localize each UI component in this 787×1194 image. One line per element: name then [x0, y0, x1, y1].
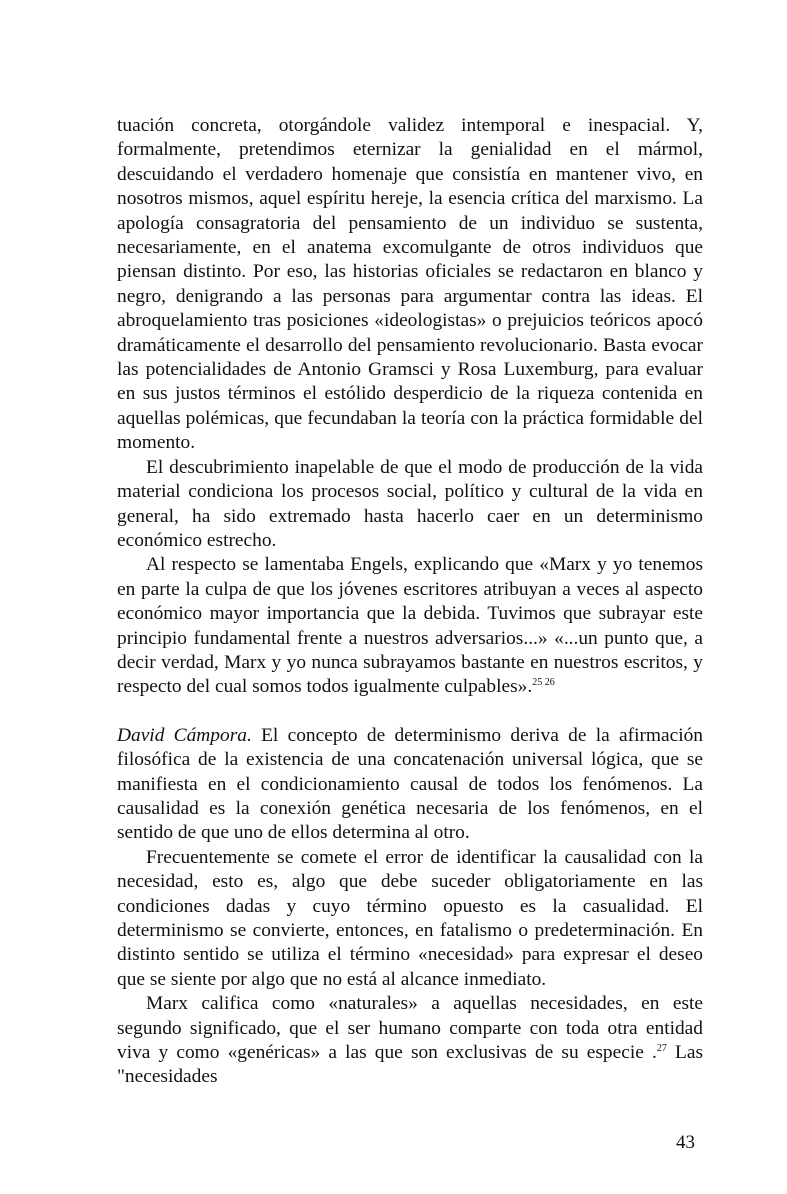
necesidades-text-tail: Las "necesidades — [117, 1042, 703, 1088]
paragraph-descubrimiento: El descubrimiento inapelable de que el modo de producción de la vida material condiciona los procesos social, político y cultural de la vida en general, ha sido extremado hasta hacerlo caer en un determinismo económico estrecho. — [117, 456, 703, 551]
author-name: David Cámpora. — [117, 724, 252, 746]
paragraph-campora — [117, 724, 703, 846]
paragraph-continuation: tuación concreta, otorgándole validez intemporal e inespacial. Y, formalmente, pretendimos eternizar la genialidad en el mármol, descuidando el verdadero homenaje que consistía en mantener vivo, en nosotros mismos, aquel espíritu hereje, la esencia crítica del marxismo. La apología consagratoria del pensamiento de un individuo se sustenta, necesariamente, en el anatema excomulgante de otros individuos que piensan distinto. Por eso, las historias oficiales se redactaron en blanco y negro, denigrando a las personas para argumentar contra las ideas. El abroquelamiento tras posiciones «ideologistas» o prejuicios teóricos apocó dramáticamente el desarrollo del pensamiento revolucionario. Basta evocar las potencialidades de Antonio Gramsci y Rosa Luxemburg, para evaluar en sus justos términos el estólido desperdicio de la riqueza contenida en aquellas polémicas, que fecundaban la teoría con la práctica formidable del momento. — [117, 115, 703, 454]
paragraph-causalidad: Frecuentemente se comete el error de identificar la causalidad con la necesidad, esto es, algo que debe suceder obligatoriamente en las condiciones dadas y cuyo término opuesto es la casualidad. El determinismo se convierte, entonces, en fatalismo o predeterminación. En distinto sentido se utiliza el término «necesidad» para expresar el deseo que se siente por algo que no está al alcance inmediato. — [117, 846, 703, 990]
page-number: 43 — [676, 1132, 695, 1153]
footnote-ref-25-26: 25 26 — [532, 677, 555, 689]
paragraph-engels — [117, 553, 703, 699]
necesidades-text: Marx califica como «naturales» a aquellas necesidades, en este segundo significado, que el ser humano comparte con toda otra entidad viva y como «genéricas» a las que son exclusivas de su especie . — [117, 993, 703, 1064]
footnote-ref-27: 27 — [656, 1043, 667, 1055]
paragraph-necesidades — [117, 992, 703, 1090]
campora-text: El concepto de determinismo deriva de la afirmación filosófica de la existencia de una concatenación universal lógica, que se manifiesta en el condicionamiento causal de todos los fenómenos. La causalidad es la conexión genética necesaria de los fenómenos, en el sentido de que uno de ellos determina al otro. — [117, 724, 703, 844]
page-body — [117, 114, 703, 1090]
engels-quote-text: Al respecto se lamentaba Engels, explicando que «Marx y yo tenemos en parte la culpa de que los jóvenes escritores atribuyan a veces al aspecto económico mayor importancia que la debida. Tuvimos que subrayar este principio fundamental frente a nuestros adversarios...» «...un punto que, a decir verdad, Marx y yo nunca subrayamos bastante en nuestros escritos, y respecto del cual somos todos igualmente culpables». — [117, 554, 703, 698]
